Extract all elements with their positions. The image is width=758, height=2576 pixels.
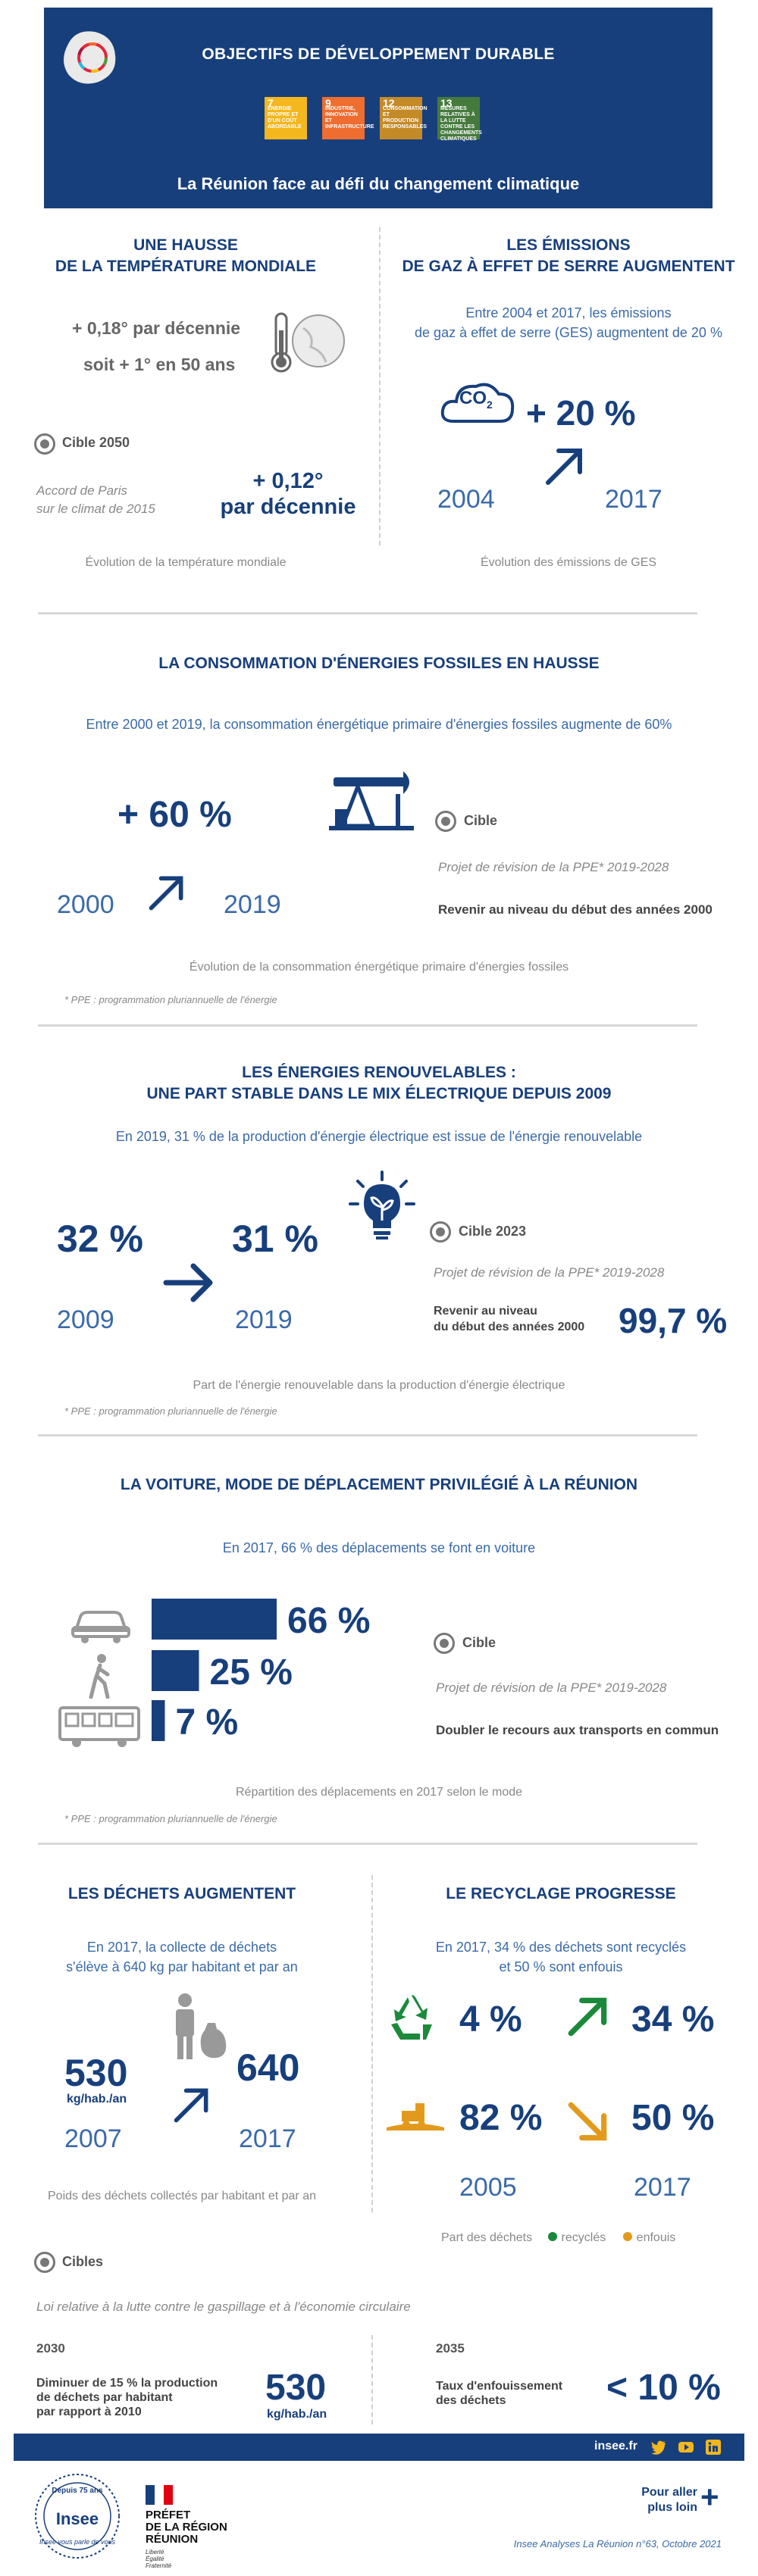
cibles-law: Loi relative à la lutte contre le gaspillage et à l'économie circulaire bbox=[36, 2299, 411, 2314]
target-icon bbox=[430, 1221, 451, 1243]
waste-year-start: 2007 bbox=[64, 2124, 122, 2153]
bar-label-car: 66 % bbox=[287, 1601, 371, 1641]
prefet-label: PRÉFET DE LA RÉGION RÉUNION bbox=[146, 2509, 227, 2546]
divider bbox=[38, 1434, 697, 1436]
republic-motto: Liberté Égalité Fraternité bbox=[146, 2549, 172, 2569]
temperature-target: + 0,12° par décennie bbox=[220, 469, 356, 519]
cibles-2035-year: 2035 bbox=[436, 2341, 465, 2356]
bar-label-bus: 7 % bbox=[175, 1702, 239, 1743]
pedestrian-icon bbox=[85, 1653, 115, 1699]
target-icon bbox=[34, 433, 55, 455]
legend-buried: enfouis bbox=[636, 2231, 676, 2244]
ges-year-end: 2017 bbox=[605, 485, 662, 514]
landfill-truck-icon bbox=[385, 2100, 446, 2137]
waste-caption: Poids des déchets collectés par habitant et par an bbox=[48, 2190, 316, 2202]
arrow-up-icon bbox=[542, 443, 587, 489]
header-subtitle: La Réunion face au défi du changement climatique bbox=[177, 174, 580, 193]
fossil-footnote: * PPE : programmation pluriannuelle de l'énergie bbox=[64, 994, 277, 1005]
paris-agreement: Accord de Paris sur le climat de 2015 bbox=[36, 483, 155, 516]
fossil-objectif: Revenir au niveau du début des années 2000 bbox=[438, 902, 713, 917]
fossil-year-start: 2000 bbox=[57, 890, 114, 919]
legend-buried-dot bbox=[623, 2232, 632, 2241]
renew-year-start: 2009 bbox=[57, 1305, 114, 1334]
fossil-value: + 60 % bbox=[117, 795, 232, 835]
sdg-7-badge: 7 ÉNERGIE PROPRE ET D'UN COÛT ABORDABLE bbox=[265, 97, 307, 139]
renew-value-start: 32 % bbox=[57, 1218, 143, 1260]
divider bbox=[38, 612, 697, 614]
fossil-caption: Évolution de la consommation énergétique primaire d'énergies fossiles bbox=[189, 961, 569, 974]
fossil-title: LA CONSOMMATION D'ÉNERGIES FOSSILES EN HAUSSE bbox=[158, 655, 600, 672]
temperature-title: UNE HAUSSE DE LA TEMPÉRATURE MONDIALE bbox=[55, 236, 317, 275]
bar-label-walk: 25 % bbox=[209, 1652, 293, 1693]
transport-caption: Répartition des déplacements en 2017 selon le mode bbox=[235, 1786, 523, 1799]
cibles-2035-value: < 10 % bbox=[606, 2368, 721, 2408]
fossil-year-end: 2019 bbox=[224, 890, 281, 919]
recycling-intro: En 2017, 34 % des déchets sont recyclés et 50 % sont enfouis bbox=[435, 1940, 687, 1974]
cibles-title: Cibles bbox=[62, 2254, 104, 2269]
recycling-legend bbox=[441, 2231, 675, 2245]
renew-title: LES ÉNERGIES RENOUVELABLES : UNE PART STABLE DANS LE MIX ÉLECTRIQUE DEPUIS 2009 bbox=[146, 1064, 612, 1102]
renew-footnote: * PPE : programmation pluriannuelle de l'énergie bbox=[64, 1405, 277, 1417]
transport-projet: Projet de révision de la PPE* 2019-2028 bbox=[436, 1680, 667, 1695]
arrow-up-green-icon bbox=[565, 1993, 612, 2040]
buried-start: 82 % bbox=[459, 2098, 543, 2138]
transport-cible: Cible bbox=[462, 1635, 496, 1650]
divider bbox=[379, 227, 381, 546]
temperature-rate: + 0,18° par décennie bbox=[72, 318, 241, 338]
recycling-title: LE RECYCLAGE PROGRESSE bbox=[446, 1885, 676, 1902]
ges-intro: Entre 2004 et 2017, les émissions de gaz à effet de serre (GES) augmentent de 20 % bbox=[415, 305, 722, 340]
publication-reference: Insee Analyses La Réunion n°63, Octobre 2021 bbox=[513, 2538, 722, 2549]
recycling-year-end: 2017 bbox=[634, 2173, 691, 2202]
waste-value-start: 530 bbox=[64, 2052, 128, 2094]
divider bbox=[371, 2335, 373, 2424]
bar-bus bbox=[152, 1700, 165, 1741]
legend-recycled: recyclés bbox=[561, 2231, 606, 2244]
insee-site-link[interactable]: insee.fr bbox=[594, 2440, 637, 2453]
renew-projet: Projet de révision de la PPE* 2019-2028 bbox=[434, 1265, 665, 1280]
recycled-start: 4 % bbox=[459, 1999, 522, 2040]
more-info-plus-icon[interactable]: + bbox=[700, 2479, 719, 2515]
transport-bar-chart bbox=[152, 1599, 409, 1750]
oil-pump-icon bbox=[327, 756, 417, 832]
marianne-logo-icon bbox=[146, 2485, 173, 2505]
renew-caption: Part de l'énergie renouvelable dans la production d'énergie électrique bbox=[193, 1379, 565, 1392]
recycled-end: 34 % bbox=[631, 1999, 715, 2040]
renew-cible: Cible 2023 bbox=[459, 1224, 527, 1239]
insee-tagline: Insee vous parle de vous bbox=[39, 2538, 116, 2546]
recycling-year-start: 2005 bbox=[459, 2173, 517, 2202]
target-icon bbox=[435, 811, 456, 832]
sdg-12-badge: 12 CONSOMMATION ET PRODUCTION RESPONSABLES bbox=[380, 97, 422, 139]
renew-objectif: Revenir au niveau du début des années 2000 bbox=[434, 1305, 585, 1333]
cibles-2035-text: Taux d'enfouissement des déchets bbox=[436, 2380, 563, 2407]
arrow-up-icon bbox=[146, 871, 188, 914]
arrow-down-orange-icon bbox=[565, 2099, 612, 2146]
arrow-up-icon bbox=[171, 2084, 213, 2126]
footer-bar bbox=[14, 2434, 744, 2461]
renew-target: 99,7 % bbox=[619, 1301, 728, 1340]
waste-value-end: 640 bbox=[236, 2046, 300, 2089]
transport-objectif: Doubler le recours aux transports en commun bbox=[436, 1723, 719, 1737]
thermometer-globe-icon bbox=[265, 309, 349, 377]
temperature-caption: Évolution de la température mondiale bbox=[85, 556, 287, 569]
renew-intro: En 2019, 31 % de la production d'énergie électrique est issue de l'énergie renouvelable bbox=[115, 1129, 643, 1144]
divider bbox=[371, 1875, 373, 2212]
insee-wordmark: Insee bbox=[55, 2509, 99, 2528]
ges-caption: Évolution des émissions de GES bbox=[480, 556, 657, 569]
lightbulb-leaf-icon bbox=[349, 1171, 415, 1240]
ges-year-start: 2004 bbox=[437, 485, 495, 514]
fossil-intro: Entre 2000 et 2019, la consommation énergétique primaire d'énergies fossiles augmente de 60% bbox=[86, 717, 672, 732]
recycle-icon bbox=[385, 1993, 438, 2043]
cibles-2030-text: Diminuer de 15 % la production de déchets par habitant par rapport à 2010 bbox=[36, 2377, 218, 2418]
renew-year-end: 2019 bbox=[235, 1305, 293, 1334]
header-title: OBJECTIFS DE DÉVELOPPEMENT DURABLE bbox=[202, 45, 555, 63]
person-trash-bag-icon bbox=[168, 1993, 229, 2061]
ges-value: + 20 % bbox=[526, 393, 636, 433]
renew-value-end: 31 % bbox=[232, 1218, 318, 1260]
target-icon bbox=[434, 1633, 455, 1654]
temperature-50y: soit + 1° en 50 ans bbox=[83, 355, 236, 374]
waste-year-end: 2017 bbox=[239, 2124, 296, 2153]
bus-icon bbox=[57, 1703, 142, 1750]
header-banner bbox=[44, 8, 713, 208]
transport-intro: En 2017, 66 % des déplacements se font en voiture bbox=[222, 1540, 536, 1555]
more-info-label[interactable]: Pour aller plus loin bbox=[641, 2486, 697, 2514]
fossil-projet: Projet de révision de la PPE* 2019-2028 bbox=[438, 860, 669, 874]
fossil-cible: Cible bbox=[464, 813, 498, 828]
legend-recycled-dot bbox=[548, 2232, 557, 2241]
co2-label: $CO_2$ bbox=[459, 388, 493, 411]
linkedin-icon[interactable] bbox=[705, 2439, 722, 2456]
arrow-right-icon bbox=[163, 1261, 216, 1304]
buried-end: 50 % bbox=[631, 2098, 715, 2138]
insee-depuis: Depuis 75 ans bbox=[52, 2487, 103, 2495]
transport-title: LA VOITURE, MODE DE DÉPLACEMENT PRIVILÉGIÉ À LA RÉUNION bbox=[120, 1476, 638, 1493]
youtube-icon[interactable] bbox=[678, 2440, 694, 2455]
waste-intro: En 2017, la collecte de déchets s'élève à 640 kg par habitant et par an bbox=[66, 1940, 298, 1974]
cibles-2030-unit: kg/hab./an bbox=[267, 2408, 327, 2421]
transport-footnote: * PPE : programmation pluriannuelle de l'énergie bbox=[64, 1813, 277, 1824]
twitter-icon[interactable] bbox=[650, 2439, 667, 2456]
sdg-13-badge: 13 MESURES RELATIVES À LA LUTTE CONTRE LES CHANGEMENTS CLIMATIQUES bbox=[437, 97, 480, 139]
divider bbox=[38, 1843, 697, 1845]
bar-walk bbox=[152, 1650, 199, 1691]
divider bbox=[38, 1024, 697, 1027]
target-icon bbox=[34, 2252, 55, 2273]
bar-car bbox=[152, 1599, 277, 1640]
ges-title: LES ÉMISSIONS DE GAZ À EFFET DE SERRE AUGMENTENT bbox=[402, 236, 735, 275]
waste-title: LES DÉCHETS AUGMENTENT bbox=[67, 1885, 296, 1902]
sdg-9-badge: 9 INDUSTRIE, INNOVATION ET INFRASTRUCTURE bbox=[322, 97, 365, 139]
legend-title: Part des déchets bbox=[441, 2231, 533, 2244]
cibles-2030-value: 530 bbox=[265, 2368, 327, 2408]
temperature-cible: Cible 2050 bbox=[62, 435, 130, 450]
cibles-2030-year: 2030 bbox=[36, 2341, 65, 2356]
waste-unit: kg/hab./an bbox=[67, 2093, 127, 2106]
car-icon bbox=[70, 1605, 132, 1644]
